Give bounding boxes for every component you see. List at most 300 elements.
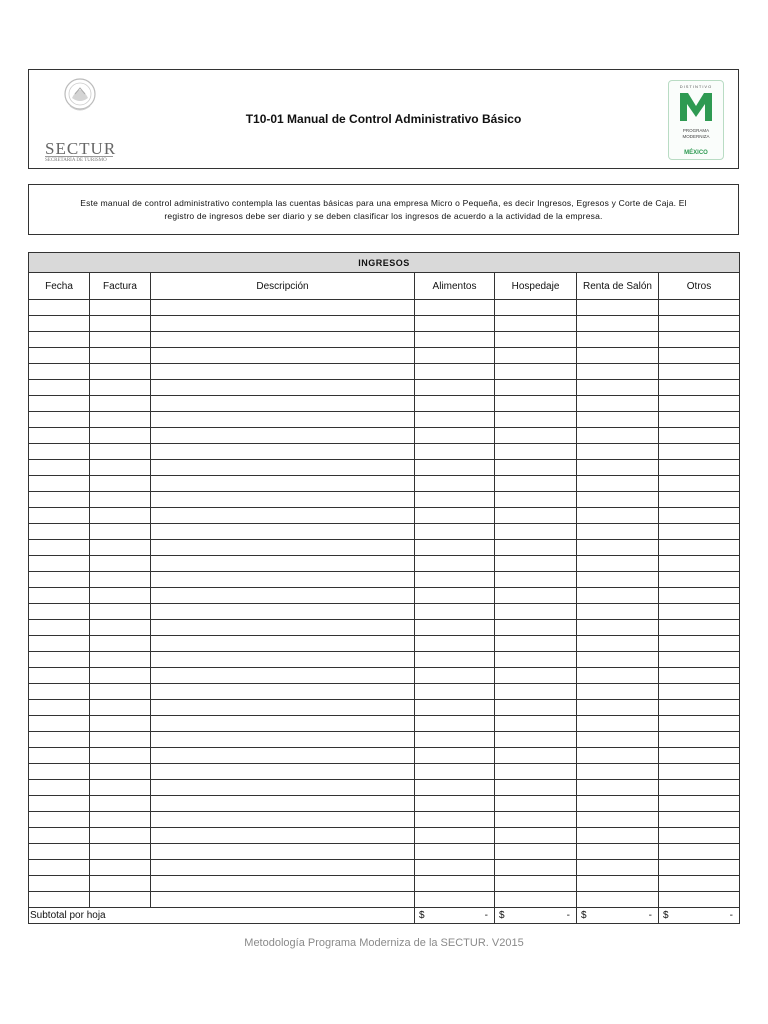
table-cell[interactable]	[29, 428, 90, 444]
table-cell[interactable]	[90, 652, 151, 668]
table-cell[interactable]	[577, 508, 659, 524]
table-cell[interactable]	[90, 812, 151, 828]
table-cell[interactable]	[90, 556, 151, 572]
table-cell[interactable]	[659, 524, 740, 540]
table-cell[interactable]	[415, 364, 495, 380]
table-cell[interactable]	[577, 668, 659, 684]
table-cell[interactable]	[415, 492, 495, 508]
table-cell[interactable]	[495, 300, 577, 316]
table-cell[interactable]	[415, 636, 495, 652]
table-row	[29, 300, 740, 316]
table-cell[interactable]	[151, 396, 415, 412]
intro-text	[76, 197, 690, 223]
table-cell[interactable]	[577, 396, 659, 412]
table-cell[interactable]	[90, 476, 151, 492]
table-cell[interactable]	[577, 444, 659, 460]
table-cell[interactable]	[415, 556, 495, 572]
table-cell[interactable]	[90, 748, 151, 764]
table-cell[interactable]	[29, 508, 90, 524]
table-cell[interactable]	[495, 540, 577, 556]
table-cell[interactable]	[151, 716, 415, 732]
table-row	[29, 332, 740, 348]
table-cell[interactable]	[577, 732, 659, 748]
table-cell[interactable]	[495, 348, 577, 364]
table-cell[interactable]	[151, 892, 415, 908]
table-cell[interactable]	[151, 412, 415, 428]
table-cell[interactable]	[415, 668, 495, 684]
table-cell[interactable]	[577, 476, 659, 492]
table-cell[interactable]	[29, 396, 90, 412]
table-row	[29, 556, 740, 572]
table-cell[interactable]	[659, 764, 740, 780]
table-cell[interactable]	[577, 684, 659, 700]
table-cell[interactable]	[90, 716, 151, 732]
table-cell[interactable]	[495, 572, 577, 588]
table-cell[interactable]	[577, 876, 659, 892]
table-cell[interactable]	[659, 700, 740, 716]
table-cell[interactable]	[415, 620, 495, 636]
table-cell[interactable]	[151, 588, 415, 604]
table-cell[interactable]	[659, 748, 740, 764]
table-cell[interactable]	[151, 796, 415, 812]
table-cell[interactable]	[29, 588, 90, 604]
table-cell[interactable]	[90, 860, 151, 876]
table-cell[interactable]	[659, 652, 740, 668]
table-cell[interactable]	[659, 636, 740, 652]
table-cell[interactable]	[659, 620, 740, 636]
table-cell[interactable]	[151, 844, 415, 860]
moderniza-line1: PROGRAMA	[682, 128, 710, 133]
table-cell[interactable]	[151, 732, 415, 748]
table-cell[interactable]	[29, 444, 90, 460]
table-cell[interactable]	[29, 524, 90, 540]
table-cell[interactable]	[29, 780, 90, 796]
table-row	[29, 348, 740, 364]
table-cell[interactable]	[495, 636, 577, 652]
table-cell[interactable]	[90, 396, 151, 412]
table-cell[interactable]	[659, 668, 740, 684]
table-cell[interactable]	[495, 876, 577, 892]
table-cell[interactable]	[577, 524, 659, 540]
table-cell[interactable]	[415, 844, 495, 860]
table-cell[interactable]	[415, 396, 495, 412]
table-cell[interactable]	[151, 748, 415, 764]
table-cell[interactable]	[495, 412, 577, 428]
table-cell[interactable]	[495, 316, 577, 332]
table-cell[interactable]	[659, 732, 740, 748]
table-cell[interactable]	[415, 316, 495, 332]
table-cell[interactable]	[90, 844, 151, 860]
table-cell[interactable]	[151, 428, 415, 444]
table-cell[interactable]	[577, 380, 659, 396]
subtotal-row	[29, 908, 740, 924]
table-row	[29, 860, 740, 876]
table-cell[interactable]	[415, 812, 495, 828]
table-cell[interactable]	[90, 892, 151, 908]
table-cell[interactable]	[495, 780, 577, 796]
table-cell[interactable]	[29, 604, 90, 620]
table-cell[interactable]	[29, 380, 90, 396]
table-cell[interactable]	[29, 844, 90, 860]
table-cell[interactable]	[29, 892, 90, 908]
table-cell[interactable]	[415, 732, 495, 748]
table-cell[interactable]	[90, 428, 151, 444]
table-cell[interactable]	[90, 796, 151, 812]
table-cell[interactable]	[29, 828, 90, 844]
table-cell[interactable]	[151, 316, 415, 332]
table-cell[interactable]	[577, 332, 659, 348]
table-cell[interactable]	[659, 540, 740, 556]
table-cell[interactable]	[415, 748, 495, 764]
table-row	[29, 668, 740, 684]
table-cell[interactable]	[577, 716, 659, 732]
table-cell[interactable]	[495, 892, 577, 908]
table-cell[interactable]	[659, 588, 740, 604]
table-cell[interactable]	[29, 764, 90, 780]
table-cell[interactable]	[415, 508, 495, 524]
table-cell[interactable]	[659, 604, 740, 620]
table-cell[interactable]	[659, 508, 740, 524]
table-cell[interactable]	[90, 828, 151, 844]
table-cell[interactable]	[577, 892, 659, 908]
table-cell[interactable]	[495, 732, 577, 748]
table-cell[interactable]	[659, 412, 740, 428]
table-cell[interactable]	[659, 572, 740, 588]
table-cell[interactable]	[151, 828, 415, 844]
table-cell[interactable]	[90, 636, 151, 652]
table-cell[interactable]	[90, 876, 151, 892]
currency-symbol: $	[663, 910, 669, 921]
table-row	[29, 828, 740, 844]
table-cell[interactable]	[495, 396, 577, 412]
table-cell[interactable]	[415, 716, 495, 732]
table-cell[interactable]	[495, 764, 577, 780]
table-cell[interactable]	[415, 604, 495, 620]
table-cell[interactable]	[577, 316, 659, 332]
table-cell[interactable]	[415, 476, 495, 492]
table-row	[29, 764, 740, 780]
table-cell[interactable]	[90, 460, 151, 476]
table-cell[interactable]	[659, 828, 740, 844]
subtotal-hospedaje	[495, 908, 577, 924]
table-cell[interactable]	[151, 524, 415, 540]
page-footer: Metodología Programa Moderniza de la SECTUR. V2015	[244, 937, 524, 949]
table-cell[interactable]	[151, 700, 415, 716]
table-cell[interactable]	[495, 524, 577, 540]
table-title: INGRESOS	[29, 253, 740, 273]
table-cell[interactable]	[90, 780, 151, 796]
table-cell[interactable]	[151, 812, 415, 828]
table-cell[interactable]	[659, 380, 740, 396]
table-cell[interactable]	[151, 348, 415, 364]
table-cell[interactable]	[577, 572, 659, 588]
table-cell[interactable]	[415, 540, 495, 556]
table-cell[interactable]	[577, 700, 659, 716]
table-cell[interactable]	[415, 764, 495, 780]
table-cell[interactable]	[151, 332, 415, 348]
table-cell[interactable]	[659, 348, 740, 364]
table-cell[interactable]	[90, 412, 151, 428]
table-cell[interactable]	[659, 812, 740, 828]
ingresos-table	[28, 252, 740, 924]
table-cell[interactable]	[495, 332, 577, 348]
table-cell[interactable]	[90, 492, 151, 508]
table-cell[interactable]	[151, 540, 415, 556]
table-cell[interactable]	[415, 828, 495, 844]
table-cell[interactable]	[29, 540, 90, 556]
table-cell[interactable]	[495, 748, 577, 764]
table-cell[interactable]	[577, 428, 659, 444]
table-cell[interactable]	[29, 876, 90, 892]
table-cell[interactable]	[90, 332, 151, 348]
table-cell[interactable]	[29, 460, 90, 476]
table-cell[interactable]	[495, 860, 577, 876]
table-cell[interactable]	[90, 316, 151, 332]
table-cell[interactable]	[29, 668, 90, 684]
table-cell[interactable]	[659, 860, 740, 876]
table-cell[interactable]	[415, 796, 495, 812]
table-row	[29, 476, 740, 492]
table-cell[interactable]	[495, 508, 577, 524]
table-cell[interactable]	[577, 460, 659, 476]
table-cell[interactable]	[29, 700, 90, 716]
subtotal-value: -	[484, 910, 488, 921]
table-cell[interactable]	[29, 748, 90, 764]
table-cell[interactable]	[659, 300, 740, 316]
table-cell[interactable]	[90, 540, 151, 556]
table-cell[interactable]	[577, 652, 659, 668]
subtotal-value: -	[729, 910, 734, 921]
currency-symbol: $	[419, 910, 425, 921]
table-cell[interactable]	[151, 620, 415, 636]
table-row	[29, 700, 740, 716]
table-cell[interactable]	[415, 652, 495, 668]
table-cell[interactable]	[577, 492, 659, 508]
table-cell[interactable]	[90, 444, 151, 460]
table-cell[interactable]	[577, 348, 659, 364]
table-cell[interactable]	[577, 540, 659, 556]
table-cell[interactable]	[415, 572, 495, 588]
table-row	[29, 780, 740, 796]
table-cell[interactable]	[659, 364, 740, 380]
table-cell[interactable]	[495, 812, 577, 828]
table-cell[interactable]	[151, 684, 415, 700]
table-cell[interactable]	[495, 620, 577, 636]
table-cell[interactable]	[659, 492, 740, 508]
table-cell[interactable]	[29, 636, 90, 652]
table-cell[interactable]	[151, 764, 415, 780]
table-cell[interactable]	[415, 876, 495, 892]
table-cell[interactable]	[29, 364, 90, 380]
table-cell[interactable]	[415, 412, 495, 428]
table-cell[interactable]	[415, 700, 495, 716]
table-cell[interactable]	[495, 604, 577, 620]
table-cell[interactable]	[151, 780, 415, 796]
table-cell[interactable]	[90, 668, 151, 684]
table-cell[interactable]	[495, 380, 577, 396]
table-cell[interactable]	[495, 700, 577, 716]
table-cell[interactable]	[90, 684, 151, 700]
table-cell[interactable]	[495, 684, 577, 700]
table-cell[interactable]	[577, 860, 659, 876]
table-cell[interactable]	[659, 444, 740, 460]
table-cell[interactable]	[29, 812, 90, 828]
table-cell[interactable]	[151, 364, 415, 380]
table-cell[interactable]	[29, 684, 90, 700]
table-cell[interactable]	[29, 332, 90, 348]
table-cell[interactable]	[29, 796, 90, 812]
document-title: T10-01 Manual de Control Administrativo Básico	[245, 112, 522, 126]
table-cell[interactable]	[659, 684, 740, 700]
table-cell[interactable]	[151, 300, 415, 316]
table-cell[interactable]	[415, 780, 495, 796]
table-cell[interactable]	[577, 748, 659, 764]
table-cell[interactable]	[151, 444, 415, 460]
table-cell[interactable]	[415, 428, 495, 444]
table-cell[interactable]	[577, 828, 659, 844]
table-cell[interactable]	[415, 460, 495, 476]
table-cell[interactable]	[29, 620, 90, 636]
table-row	[29, 316, 740, 332]
table-cell[interactable]	[151, 636, 415, 652]
table-cell[interactable]	[495, 364, 577, 380]
table-cell[interactable]	[29, 652, 90, 668]
table-cell[interactable]	[495, 668, 577, 684]
table-cell[interactable]	[659, 780, 740, 796]
intro-line-2: registro de ingresos debe ser diario y se deben clasificar los ingresos de acuerdo a la actividad de la empresa.	[164, 210, 603, 221]
table-cell[interactable]	[151, 860, 415, 876]
table-cell[interactable]	[415, 348, 495, 364]
table-cell[interactable]	[659, 796, 740, 812]
table-cell[interactable]	[29, 732, 90, 748]
table-cell[interactable]	[577, 796, 659, 812]
table-cell[interactable]	[659, 876, 740, 892]
table-cell[interactable]	[495, 556, 577, 572]
currency-symbol: $	[499, 910, 505, 921]
table-row	[29, 444, 740, 460]
table-cell[interactable]	[415, 444, 495, 460]
table-cell[interactable]	[151, 604, 415, 620]
table-cell[interactable]	[29, 300, 90, 316]
table-cell[interactable]	[151, 460, 415, 476]
table-cell[interactable]	[415, 892, 495, 908]
table-cell[interactable]	[29, 476, 90, 492]
table-cell[interactable]	[495, 652, 577, 668]
table-cell[interactable]	[659, 332, 740, 348]
column-header-otros: Otros	[659, 273, 740, 300]
table-row	[29, 620, 740, 636]
table-cell[interactable]	[659, 892, 740, 908]
table-cell[interactable]	[90, 572, 151, 588]
table-cell[interactable]	[415, 860, 495, 876]
table-cell[interactable]	[90, 300, 151, 316]
table-cell[interactable]	[495, 716, 577, 732]
table-cell[interactable]	[577, 844, 659, 860]
table-row	[29, 604, 740, 620]
table-cell[interactable]	[495, 428, 577, 444]
table-cell[interactable]	[495, 476, 577, 492]
table-cell[interactable]	[577, 604, 659, 620]
table-cell[interactable]	[415, 524, 495, 540]
table-cell[interactable]	[577, 620, 659, 636]
table-cell[interactable]	[90, 764, 151, 780]
table-cell[interactable]	[495, 460, 577, 476]
table-cell[interactable]	[577, 812, 659, 828]
table-cell[interactable]	[659, 556, 740, 572]
table-cell[interactable]	[29, 860, 90, 876]
table-cell[interactable]	[577, 636, 659, 652]
table-cell[interactable]	[90, 588, 151, 604]
table-cell[interactable]	[90, 604, 151, 620]
table-cell[interactable]	[29, 492, 90, 508]
table-cell[interactable]	[151, 876, 415, 892]
table-cell[interactable]	[90, 732, 151, 748]
table-cell[interactable]	[495, 796, 577, 812]
table-cell[interactable]	[577, 412, 659, 428]
table-cell[interactable]	[29, 348, 90, 364]
table-cell[interactable]	[90, 620, 151, 636]
table-cell[interactable]	[29, 412, 90, 428]
table-cell[interactable]	[495, 444, 577, 460]
table-cell[interactable]	[151, 508, 415, 524]
table-cell[interactable]	[90, 700, 151, 716]
table-cell[interactable]	[151, 572, 415, 588]
table-cell[interactable]	[151, 652, 415, 668]
table-cell[interactable]	[577, 300, 659, 316]
table-cell[interactable]	[659, 460, 740, 476]
table-cell[interactable]	[90, 348, 151, 364]
table-cell[interactable]	[577, 780, 659, 796]
table-cell[interactable]	[659, 396, 740, 412]
table-cell[interactable]	[29, 572, 90, 588]
table-cell[interactable]	[151, 668, 415, 684]
table-cell[interactable]	[495, 828, 577, 844]
table-cell[interactable]	[415, 332, 495, 348]
table-cell[interactable]	[495, 492, 577, 508]
table-cell[interactable]	[415, 380, 495, 396]
table-cell[interactable]	[659, 316, 740, 332]
table-cell[interactable]	[90, 364, 151, 380]
table-cell[interactable]	[659, 716, 740, 732]
table-cell[interactable]	[659, 476, 740, 492]
table-cell[interactable]	[90, 524, 151, 540]
table-row	[29, 588, 740, 604]
table-cell[interactable]	[659, 428, 740, 444]
sectur-subtitle: SECRETARÍA DE TURISMO	[45, 158, 107, 163]
table-cell[interactable]	[415, 588, 495, 604]
table-cell[interactable]	[90, 380, 151, 396]
table-cell[interactable]	[151, 556, 415, 572]
table-cell[interactable]	[151, 492, 415, 508]
table-cell[interactable]	[577, 588, 659, 604]
table-cell[interactable]	[415, 300, 495, 316]
table-cell[interactable]	[495, 844, 577, 860]
table-cell[interactable]	[495, 588, 577, 604]
table-cell[interactable]	[659, 844, 740, 860]
table-cell[interactable]	[577, 364, 659, 380]
table-cell[interactable]	[29, 716, 90, 732]
table-cell[interactable]	[577, 556, 659, 572]
table-row	[29, 652, 740, 668]
table-cell[interactable]	[151, 380, 415, 396]
table-cell[interactable]	[90, 508, 151, 524]
table-cell[interactable]	[151, 476, 415, 492]
table-row	[29, 748, 740, 764]
table-cell[interactable]	[577, 764, 659, 780]
table-cell[interactable]	[29, 556, 90, 572]
table-cell[interactable]	[29, 316, 90, 332]
table-cell[interactable]	[415, 684, 495, 700]
